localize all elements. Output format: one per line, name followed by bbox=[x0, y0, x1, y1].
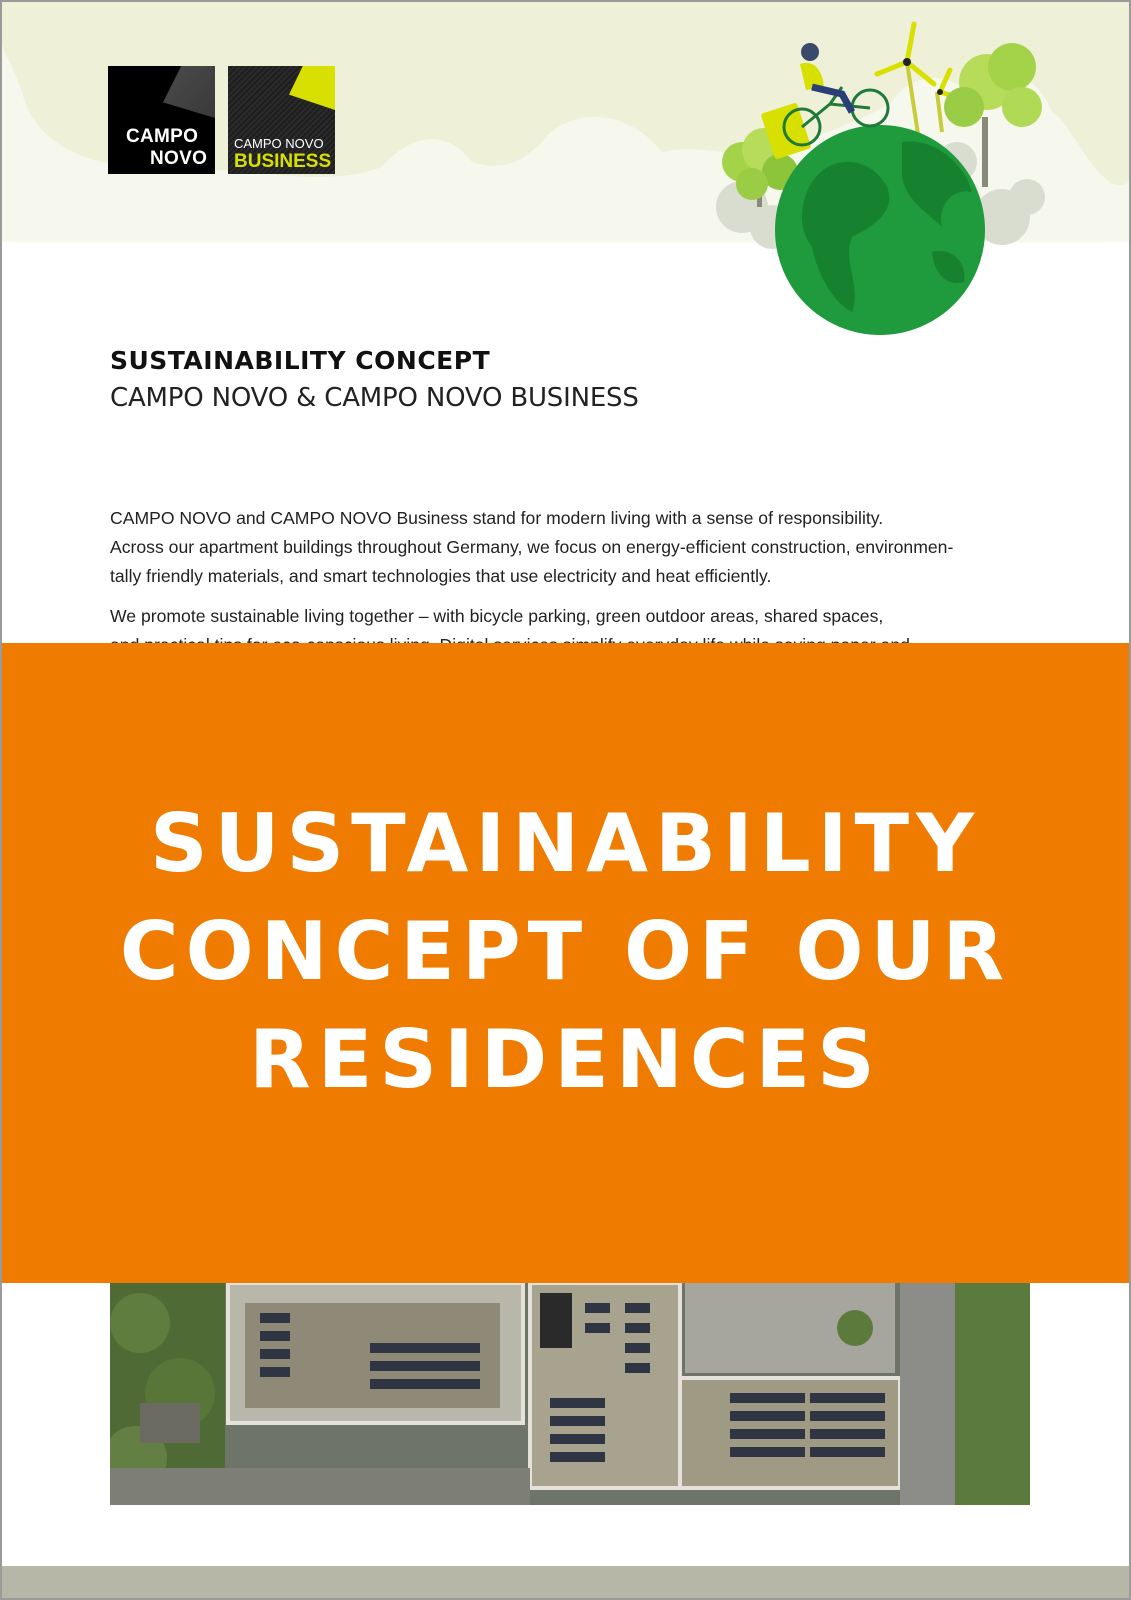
aerial-building-photo bbox=[110, 1283, 1030, 1505]
paragraph-line: tally friendly materials, and smart technologies that use electricity and heat efficiently. bbox=[110, 566, 772, 586]
page-heading: SUSTAINABILITY CONCEPT bbox=[110, 346, 491, 375]
paragraph-line: CAMPO NOVO and CAMPO NOVO Business stand for modern living with a sense of responsibility. bbox=[110, 508, 884, 528]
logo-line-2: BUSINESS bbox=[234, 151, 332, 172]
logo-line-1: CAMPO NOVO bbox=[234, 136, 324, 151]
paragraph-line: We promote sustainable living together – with bicycle parking, green outdoor areas, shared spaces, bbox=[110, 606, 884, 626]
campo-novo-logo bbox=[108, 66, 215, 174]
footer-band bbox=[2, 1566, 1129, 1598]
title-banner bbox=[2, 643, 1129, 1283]
banner-line-2: CONCEPT OF OUR bbox=[119, 905, 1012, 998]
paragraph-line: Across our apartment buildings throughout Germany, we focus on energy-efficient construction, environmen- bbox=[110, 537, 954, 557]
logo-line-2: NOVO bbox=[150, 148, 208, 169]
logo-corner-shape bbox=[289, 66, 335, 110]
banner-line-3: RESIDENCES bbox=[249, 1013, 882, 1106]
logo-corner-shape bbox=[163, 66, 215, 118]
intro-paragraph bbox=[110, 504, 1040, 591]
logo-line-1: CAMPO bbox=[126, 126, 199, 147]
campo-novo-business-logo bbox=[228, 66, 335, 174]
banner-text-block bbox=[120, 790, 1011, 1114]
green-globe-illustration bbox=[702, 12, 1072, 342]
banner-line-1: SUSTAINABILITY bbox=[149, 797, 982, 890]
page-subheading: CAMPO NOVO & CAMPO NOVO BUSINESS bbox=[110, 383, 639, 413]
